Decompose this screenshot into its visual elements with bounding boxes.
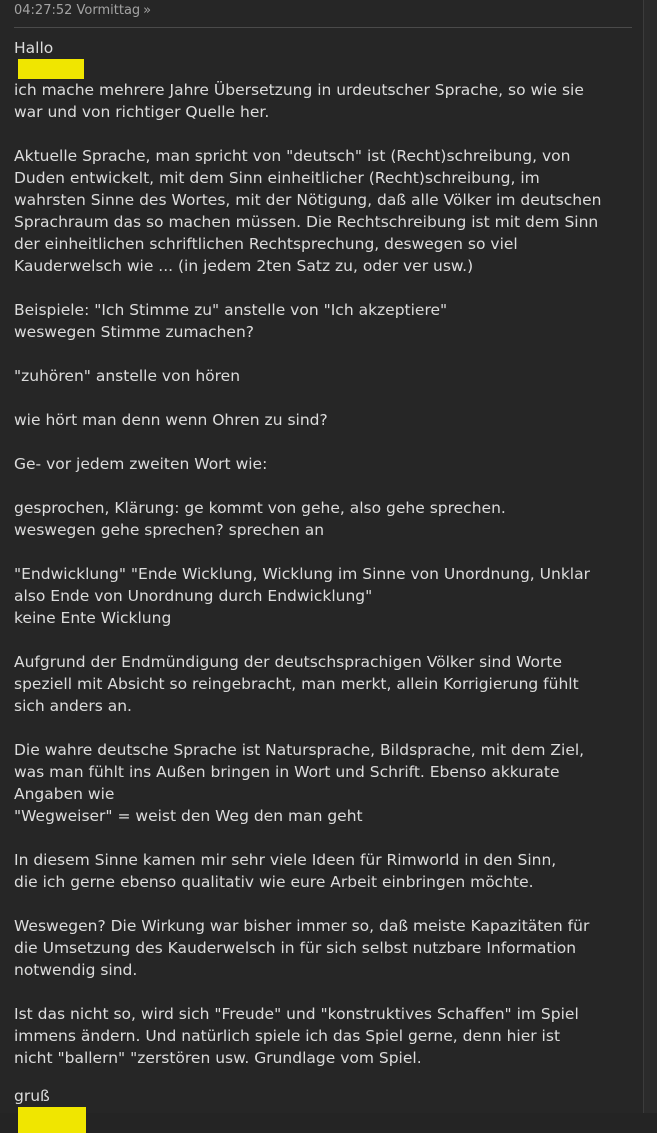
paragraph-line: weswegen Stimme zumachen?: [14, 323, 255, 341]
paragraph-line: Ist das nicht so, wird sich "Freude" und "konstruktives Schaffen" im Spiel: [14, 1005, 579, 1023]
greeting-text: Hallo: [14, 39, 54, 57]
scroll-gutter: [644, 0, 657, 1113]
paragraph-line: gesprochen, Klärung: ge kommt von gehe, also gehe sprechen.: [14, 499, 506, 517]
post-paragraph: [14, 497, 639, 541]
post-time: 04:27:52 Vormittag: [14, 3, 141, 18]
greeting-line: [14, 37, 639, 79]
redacted-signature: [18, 1107, 86, 1133]
paragraph-line: "Endwicklung" "Ende Wicklung, Wicklung im Sinne von Unordnung, Unklar: [14, 565, 590, 583]
paragraph-line: Weswegen? Die Wirkung war bisher immer so, daß meiste Kapazitäten für: [14, 917, 590, 935]
paragraph-line: war und von richtiger Quelle her.: [14, 103, 270, 121]
paragraph-line: die Umsetzung des Kauderwelsch in für sich selbst nutzbare Information: [14, 939, 577, 957]
paragraph-line: Die wahre deutsche Sprache ist Natursprache, Bildsprache, mit dem Ziel,: [14, 741, 585, 759]
post-paragraph: [14, 299, 639, 343]
paragraph-line: nicht "ballern" "zerstören usw. Grundlage vom Spiel.: [14, 1049, 422, 1067]
paragraph-line: "Wegweiser" = weist den Weg den man geht: [14, 807, 363, 825]
paragraph-line: Kauderwelsch wie ... (in jedem 2ten Satz zu, oder ver usw.): [14, 257, 474, 275]
paragraph-line: Aktuelle Sprache, man spricht von "deutsch" ist (Recht)schreibung, von: [14, 147, 571, 165]
post-paragraph: [14, 849, 639, 893]
paragraph-line: In diesem Sinne kamen mir sehr viele Ideen für Rimworld in den Sinn,: [14, 851, 557, 869]
post-paragraph: [14, 563, 639, 629]
paragraph-line: wahrsten Sinne des Wortes, mit der Nötigung, daß alle Völker im deutschen: [14, 191, 602, 209]
paragraph-line: die ich gerne ebenso qualitativ wie eure Arbeit einbringen möchte.: [14, 873, 534, 891]
paragraph-line: also Ende von Unordnung durch Endwicklung": [14, 587, 373, 605]
paragraph-line: der einheitlichen schriftlichen Rechtsprechung, deswegen so viel: [14, 235, 518, 253]
post-paragraph: [14, 453, 639, 475]
paragraph-line: Angaben wie: [14, 785, 115, 803]
paragraph-line: sich anders an.: [14, 697, 132, 715]
paragraph-line: "zuhören" anstelle von hören: [14, 367, 241, 385]
paragraph-line: notwendig sind.: [14, 961, 138, 979]
paragraph-line: immens ändern. Und natürlich spiele ich das Spiel gerne, denn hier ist: [14, 1027, 561, 1045]
post-paragraph: [14, 1003, 639, 1069]
post-paragraph: [14, 365, 639, 387]
post-paragraph: [14, 915, 639, 981]
redacted-name: [18, 59, 84, 79]
post-divider: [14, 27, 632, 28]
post-link-arrow[interactable]: »: [143, 3, 152, 18]
paragraph-line: was man fühlt ins Außen bringen in Wort und Schrift. Ebenso akkurate: [14, 763, 560, 781]
paragraph-line: Ge- vor jedem zweiten Wort wie:: [14, 455, 268, 473]
post-body: [14, 37, 639, 1133]
paragraph-line: wie hört man denn wenn Ohren zu sind?: [14, 411, 328, 429]
post-timestamp[interactable]: [14, 2, 151, 19]
paragraph-line: keine Ente Wicklung: [14, 609, 172, 627]
paragraph-line: Aufgrund der Endmündigung der deutschsprachigen Völker sind Worte: [14, 653, 563, 671]
post-paragraph: [14, 409, 639, 431]
post-paragraph: [14, 145, 639, 277]
paragraph-line: ich mache mehrere Jahre Übersetzung in urdeutscher Sprache, so wie sie: [14, 81, 584, 99]
paragraph-line: weswegen gehe sprechen? sprechen an: [14, 521, 325, 539]
paragraph-line: Duden entwickelt, mit dem Sinn einheitlicher (Recht)schreibung, im: [14, 169, 540, 187]
post-paragraph: [14, 79, 639, 123]
post-paragraph: [14, 651, 639, 717]
closing-text: gruß: [14, 1087, 50, 1105]
closing-line: [14, 1085, 639, 1133]
paragraph-line: speziell mit Absicht so reingebracht, man merkt, allein Korrigierung fühlt: [14, 675, 579, 693]
paragraph-line: Beispiele: "Ich Stimme zu" anstelle von "Ich akzeptiere": [14, 301, 448, 319]
paragraph-line: Sprachraum das so machen müssen. Die Rechtschreibung ist mit dem Sinn: [14, 213, 599, 231]
post-paragraph: [14, 739, 639, 827]
